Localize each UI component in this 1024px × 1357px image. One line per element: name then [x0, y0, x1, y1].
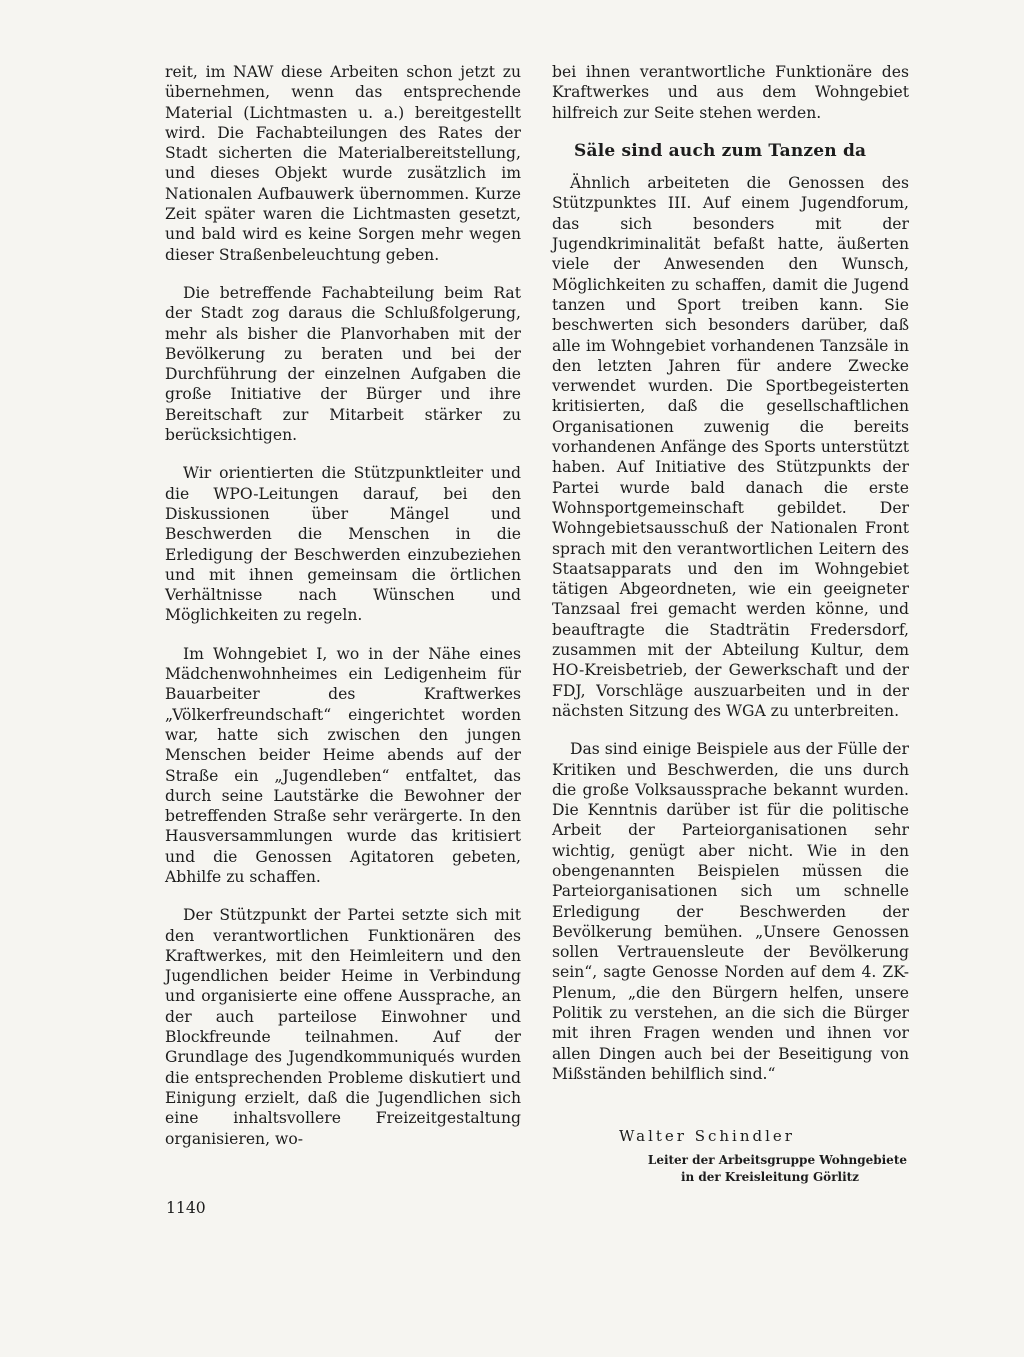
author-name: Walter Schindler	[619, 1127, 795, 1145]
left-column	[165, 62, 521, 1167]
section-heading: Säle sind auch zum Tanzen da	[574, 140, 867, 161]
paragraph: Ähnlich arbeiteten die Genossen des Stützpunktes III. Auf einem Jugendforum, das sich besonders mit der Jugendkriminalität befaßt hatte, äußerten viele der Anwesenden den Wunsch, Möglichkeiten zu schaffen, damit die Jugend tanzen und Sport treiben kann. Sie beschwerten sich besonders darüber, daß alle im Wohngebiet vorhandenen Tanzsäle in den letzten Jahren für andere Zwecke verwendet wurden. Die Sportbegeisterten kritisierten, daß die gesellschaftlichen Organisationen zuwenig die bereits vorhandenen Anfänge des Sports unterstützt haben. Auf Initiative des Stützpunkts der Partei wurde bald danach die erste Wohnsportgemeinschaft gebildet. Der Wohngebietsausschuß der Nationalen Front sprach mit den verantwortlichen Leitern des Staatsapparats und den im Wohngebiet tätigen Abgeordneten, wie ein geeigneter Tanzsaal frei gemacht werden könne, und beauftragte die Stadträtin Fredersdorf, zusammen mit der Abteilung Kultur, dem HO-Kreisbetrieb, der Gewerkschaft und der FDJ, Vorschläge auszuarbeiten und in der nächsten Sitzung des WGA zu unterbreiten.	[552, 174, 909, 720]
paragraph: Wir orientierten die Stützpunktleiter und die WPO-Leitungen darauf, bei den Diskussionen über Mängel und Beschwerden die Menschen in die Erledigung der Beschwerden einzubeziehen und mit ihnen gemeinsam die örtlichen Verhältnisse nach Wünschen und Möglichkeiten zu regeln.	[165, 464, 521, 625]
paragraph: Das sind einige Beispiele aus der Fülle der Kritiken und Beschwerden, die uns durch die große Volksaussprache bekannt wurden. Die Kenntnis darüber ist für die politische Arbeit der Parteiorganisationen sehr wichtig, genügt aber nicht. Wie in den obengenannten Beispielen müssen die Parteiorganisationen sich um schnelle Erledigung der Beschwerden der Bevölkerung bemühen. „Unsere Genossen sollen Vertrauensleute der Bevölkerung sein“, sagte Genosse Norden auf dem 4. ZK-Plenum, „die den Bürgern helfen, unsere Politik zu verstehen, an die sich die Bürger mit ihren Fragen wenden und ihnen vor allen Dingen auch bei der Beseitigung von Mißständen behilflich sind.“	[552, 740, 909, 1083]
author-role-line: Leiter der Arbeitsgruppe Wohngebiete	[647, 1153, 907, 1167]
author-role-line: in der Kreisleitung Görlitz	[680, 1170, 859, 1184]
page-number: 1140	[166, 1199, 206, 1217]
paragraph: Die betreffende Fachabteilung beim Rat der Stadt zog daraus die Schlußfolgerung, mehr als bisher die Planvorhaben mit der Bevölkerung zu beraten und bei der Durchführung der einzelnen Aufgaben die große Initiative der Bürger und ihre Bereitschaft zur Mitarbeit stärker zu berücksichtigen.	[165, 283, 521, 445]
paragraph: Der Stützpunkt der Partei setzte sich mit den verantwortlichen Funktionären des Kraftwerkes, mit den Heimleitern und den Jugendlichen beider Heime in Verbindung und organisierte eine offene Aussprache, an der auch parteilose Einwohner und Blockfreunde teilnahmen. Auf der Grundlage des Jugendkommuniqués wurden die entsprechenden Probleme diskutiert und Einigung erzielt, daß die Jugendlichen sich eine inhaltsvollere Freizeitgestaltung organisieren, wo-	[165, 906, 521, 1148]
right-column	[552, 62, 909, 1102]
author-role	[552, 1152, 907, 1186]
paragraph-continuation: bei ihnen verantwortliche Funktionäre des Kraftwerkes und aus dem Wohngebiet hilfreich zur Seite stehen werden.	[552, 63, 909, 122]
paragraph: Im Wohngebiet I, wo in der Nähe eines Mädchenwohnheimes ein Ledigenheim für Bauarbeiter des Kraftwerkes „Völkerfreundschaft“ eingerichtet worden war, hatte sich zwischen den jungen Menschen beider Heime abends auf der Straße ein „Jugendleben“ entfaltet, das durch seine Lautstärke die Bewohner der betreffenden Straße sehr verärgerte. In den Hausversammlungen wurde das kritisiert und die Genossen Agitatoren gebeten, Abhilfe zu schaffen.	[165, 644, 521, 886]
paragraph: reit, im NAW diese Arbeiten schon jetzt zu übernehmen, wenn das entsprechende Material (Lichtmasten u. a.) bereitgestellt wird. Die Fachabteilungen des Rates der Stadt sicherten die Materialbereitstellung, und dieses Objekt wurde zusätzlich im Nationalen Aufbauwerk übernommen. Kurze Zeit später waren die Lichtmasten gesetzt, und bald wird es keine Sorgen mehr wegen dieser Straßenbeleuchtung geben.	[165, 63, 521, 264]
